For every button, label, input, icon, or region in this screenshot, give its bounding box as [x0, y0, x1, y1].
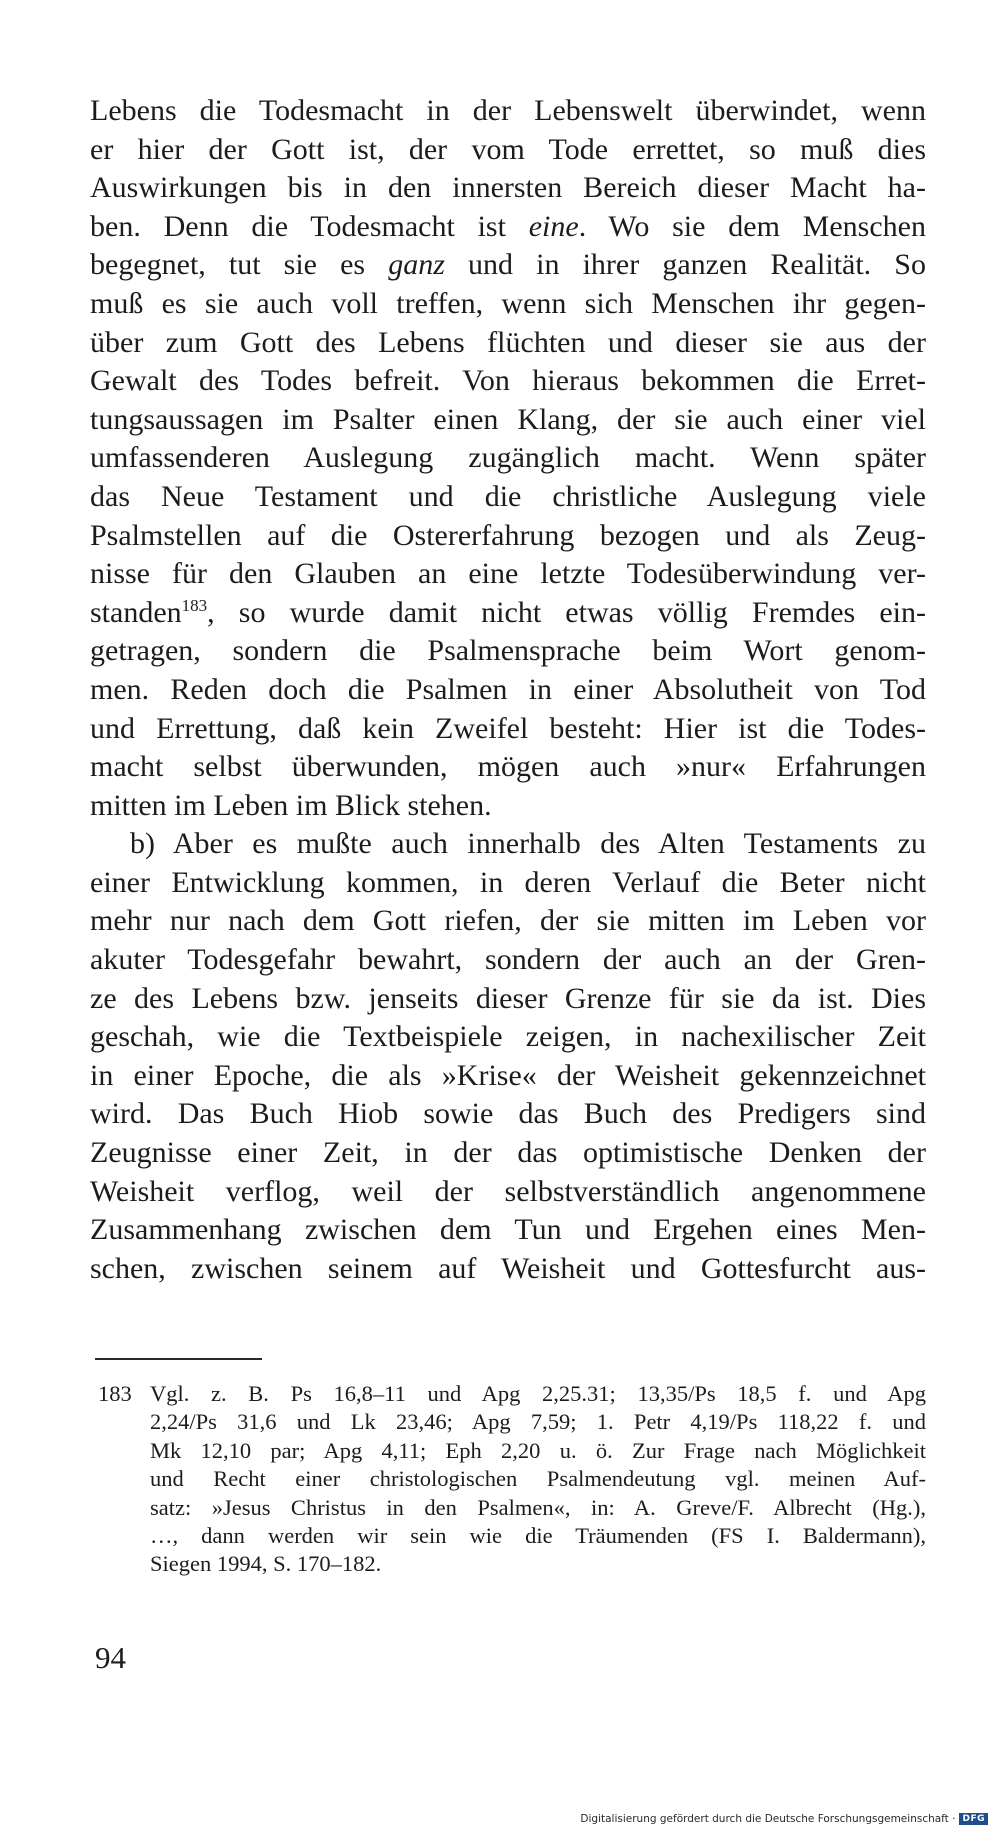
text-line: getragen, sondern die Psalmensprache beim Wort genom-	[90, 634, 926, 668]
text-line: Gewalt des Todes befreit. Von hieraus bekommen die Erret-	[90, 364, 926, 398]
text-run: ben. Denn die Todesmacht ist	[90, 209, 529, 243]
text-line: umfassenderen Auslegung zugänglich macht. Wenn später	[90, 441, 926, 475]
footnote-line: …, dann werden wir sein wie die Träumenden (FS I. Baldermann),	[150, 1522, 926, 1548]
text-line	[90, 208, 926, 247]
text-line: macht selbst überwunden, mögen auch »nur« Erfahrungen	[90, 750, 926, 784]
footnote-text: Vgl. z. B. Ps 16,8–11 und Apg 2,25.31; 13,35/Ps 18,5 f. und Apg	[150, 1381, 926, 1406]
text-line: einer Entwicklung kommen, in deren Verlauf die Beter nicht	[90, 865, 926, 899]
text-run: standen	[90, 595, 182, 629]
text-run: begegnet, tut sie es	[90, 248, 389, 282]
dfg-logo: DFG	[959, 1813, 988, 1825]
credit-text: Digitalisierung gefördert durch die Deutsche Forschungsgemeinschaft ·	[580, 1813, 956, 1825]
main-text	[90, 92, 926, 1288]
footnote-line: Siegen 1994, S. 170–182.	[150, 1551, 382, 1577]
text-line: Lebens die Todesmacht in der Lebenswelt überwindet, wenn	[90, 94, 926, 127]
text-line: b) Aber es mußte auch innerhalb des Alten Testaments zu	[130, 827, 926, 861]
text-line: schen, zwischen seinem auf Weisheit und Gottesfurcht aus-	[90, 1251, 926, 1285]
footnote-reference[interactable]: 183	[181, 595, 208, 615]
text-line: men. Reden doch die Psalmen in einer Absolutheit von Tod	[90, 672, 926, 706]
text-line: in einer Epoche, die als »Krise« der Weisheit gekennzeichnet	[90, 1058, 926, 1092]
emphasis-text: eine	[528, 209, 579, 243]
text-line: Psalmstellen auf die Ostererfahrung bezogen und als Zeug-	[90, 518, 926, 552]
text-line: Zusammenhang zwischen dem Tun und Ergehen eines Men-	[90, 1213, 926, 1247]
footnote-line: 2,24/Ps 31,6 und Lk 23,46; Apg 7,59; 1. Petr 4,19/Ps 118,22 f. und	[150, 1409, 926, 1435]
text-run: , so wurde damit nicht etwas völlig Fremdes ein-	[207, 595, 926, 629]
footnote-line	[98, 1380, 926, 1408]
text-line: geschah, wie die Textbeispiele zeigen, in nachexilischer Zeit	[90, 1020, 926, 1054]
text-line: und Errettung, daß kein Zweifel besteht: Hier ist die Todes-	[90, 711, 926, 745]
text-run: . Wo sie dem Menschen	[578, 209, 926, 243]
footnote-separator	[95, 1358, 262, 1360]
text-line: wird. Das Buch Hiob sowie das Buch des Predigers sind	[90, 1097, 926, 1131]
footnote-number: 183	[98, 1381, 132, 1406]
text-line: nisse für den Glauben an eine letzte Todesüberwindung ver-	[90, 557, 926, 591]
text-line: Weisheit verflog, weil der selbstverständlich angenommene	[90, 1174, 926, 1208]
footnote-line: und Recht einer christologischen Psalmendeutung vgl. meinen Auf-	[150, 1466, 926, 1492]
text-line	[90, 594, 926, 633]
footnote	[98, 1380, 926, 1579]
digitization-credit	[580, 1813, 988, 1825]
text-line: über zum Gott des Lebens flüchten und dieser sie aus der	[90, 325, 926, 359]
text-line: Zeugnisse einer Zeit, in der das optimistische Denken der	[90, 1136, 926, 1170]
emphasis-text: ganz	[388, 248, 445, 282]
text-line: muß es sie auch voll treffen, wenn sich Menschen ihr gegen-	[90, 286, 926, 320]
text-line: er hier der Gott ist, der vom Tode errettet, so muß dies	[90, 132, 926, 166]
footnote-line: Mk 12,10 par; Apg 4,11; Eph 2,20 u. ö. Zur Frage nach Möglichkeit	[150, 1437, 926, 1463]
footnote-line: satz: »Jesus Christus in den Psalmen«, in: A. Greve/F. Albrecht (Hg.),	[150, 1494, 926, 1520]
text-line: Auswirkungen bis in den innersten Bereich dieser Macht ha-	[90, 171, 926, 205]
text-line: mehr nur nach dem Gott riefen, der sie mitten im Leben vor	[90, 904, 926, 938]
text-line: tungsaussagen im Psalter einen Klang, der sie auch einer viel	[90, 402, 926, 436]
text-line	[90, 246, 926, 285]
page-number: 94	[95, 1640, 126, 1675]
text-line: ze des Lebens bzw. jenseits dieser Grenze für sie da ist. Dies	[90, 981, 926, 1015]
text-line: mitten im Leben im Blick stehen.	[90, 788, 492, 822]
text-line: akuter Todesgefahr bewahrt, sondern der auch an der Gren-	[90, 943, 926, 977]
text-run: und in ihrer ganzen Realität. So	[444, 248, 926, 282]
text-line: das Neue Testament und die christliche Auslegung viele	[90, 479, 926, 513]
